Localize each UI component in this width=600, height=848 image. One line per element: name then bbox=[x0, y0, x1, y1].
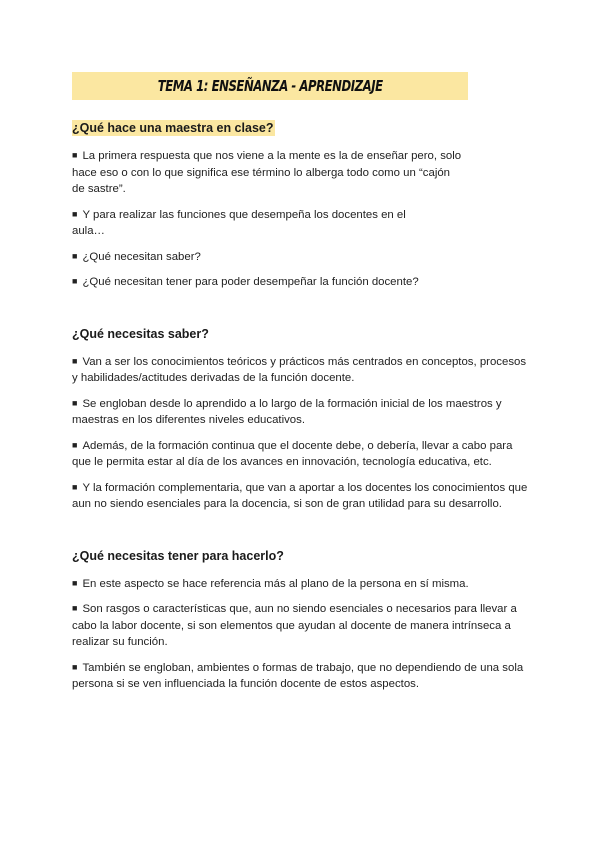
bullet-icon: ■ bbox=[72, 603, 78, 613]
bullet-icon: ■ bbox=[72, 208, 78, 219]
bullet-icon: ■ bbox=[72, 150, 78, 160]
bullet-icon: ■ bbox=[72, 250, 78, 261]
document-body bbox=[72, 120, 532, 702]
section-what-to-know bbox=[72, 326, 532, 513]
list-item: ■ Y para realizar las funciones que desempeña los docentes en el aula… bbox=[72, 208, 406, 237]
list-item: ■ ¿Qué necesitan tener para poder desempeñar la función docente? bbox=[72, 276, 419, 288]
bullet-icon: ■ bbox=[72, 355, 78, 366]
list-item: ■ También se engloban, ambientes o formas de trabajo, que no dependiendo de una sola persona si se ven influenciada la función docente de estos aspectos. bbox=[72, 661, 524, 690]
bullet-icon: ■ bbox=[72, 397, 78, 408]
list-item: ■ ¿Qué necesitan saber? bbox=[72, 250, 201, 263]
section-heading: ¿Qué hace una maestra en clase? bbox=[72, 121, 274, 135]
list-item: ■ Son rasgos o características que, aun no siendo esenciales o necesarios para llevar a cabo la labor docente, si son elementos que ayudan al docente de manera intrínseca a realizar su función. bbox=[72, 603, 517, 648]
list-item: ■ Y la formación complementaria, que van a aportar a los docentes los conocimientos que aun no siendo esenciales para la docencia, si son de gran utilidad para su desarrollo. bbox=[72, 481, 528, 510]
bullet-icon: ■ bbox=[72, 439, 78, 450]
list-item: ■ Van a ser los conocimientos teóricos y prácticos más centrados en conceptos, procesos y habilidades/actitudes derivadas de la función docente. bbox=[72, 355, 527, 384]
section-heading: ¿Qué necesitas tener para hacerlo? bbox=[72, 548, 284, 563]
list-item: ■ Se engloban desde lo aprendido a lo largo de la formación inicial de los maestros y maestras en los diferentes niveles educativos. bbox=[72, 397, 502, 426]
list-item: ■ En este aspecto se hace referencia más al plano de la persona en sí misma. bbox=[72, 577, 469, 590]
page-title: TEMA 1: ENSEÑANZA - APRENDIZAJE bbox=[157, 77, 383, 95]
section-what-teacher-does bbox=[72, 120, 532, 291]
section-heading: ¿Qué necesitas saber? bbox=[72, 326, 209, 341]
list-item: ■ La primera respuesta que nos viene a la mente es la de enseñar pero, solo hace eso o con lo que significa ese término lo alberga todo como un “cajón de sastre”. bbox=[72, 150, 462, 195]
section-what-to-have bbox=[72, 548, 532, 693]
bullet-icon: ■ bbox=[72, 276, 78, 286]
bullet-icon: ■ bbox=[72, 661, 78, 672]
bullet-icon: ■ bbox=[72, 481, 78, 492]
bullet-icon: ■ bbox=[72, 577, 78, 588]
title-banner bbox=[72, 72, 468, 100]
list-item: ■ Además, de la formación continua que el docente debe, o debería, llevar a cabo para que le permita estar al día de los avances en innovación, tecnología educativa, etc. bbox=[72, 439, 513, 468]
